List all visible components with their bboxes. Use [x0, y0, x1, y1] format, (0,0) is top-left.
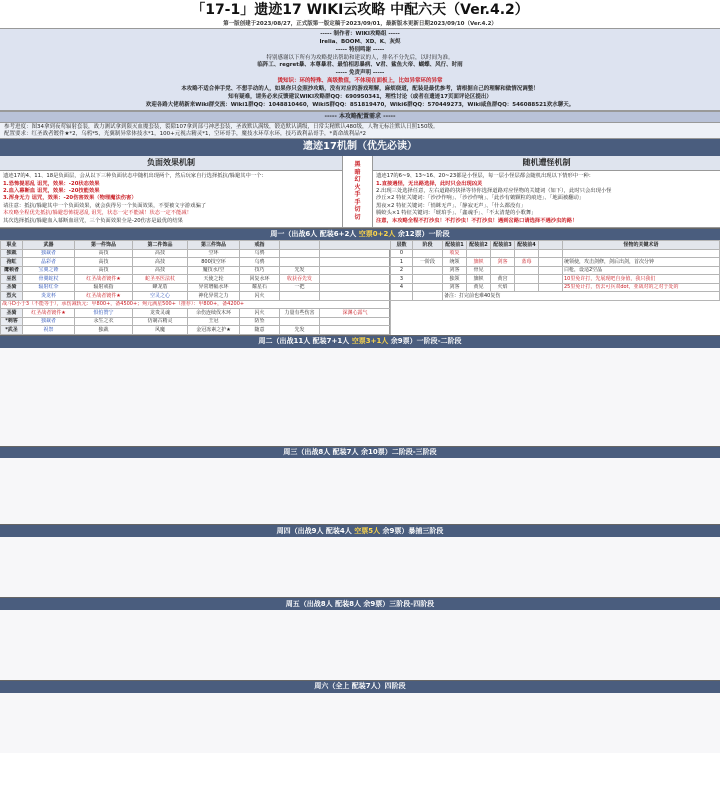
- negative-effects-title: 负面效果机制: [0, 156, 342, 171]
- col-header: 配装前1: [443, 241, 467, 250]
- neg-line: 2.血入幕断血 诅咒，效果：-20技能效果: [3, 188, 100, 195]
- neg-line: 3.浑身无力 诅咒，效果：-20伤害效果（物理魔法伤害）: [3, 195, 137, 202]
- config-header: ----- 本攻略配置需求 -----: [0, 111, 720, 123]
- disclaimer-red: 烫知识：环的特殊、高级数值，不体现在面板上，比如异常环的异常: [277, 78, 443, 85]
- table-row: 2 剑客 骨见 白枪，设适2空晶: [391, 266, 720, 275]
- col-header: 第二件饰品: [133, 241, 188, 250]
- disclaimer-3: 欢迎各路大佬萌新来Wiki群交流：Wiki1群QQ：1048810460，Wiki5群QQ：851819470，Wiki6群QQ：570449273，Wiki咸鱼群QQ：546088521欢水聊天。: [145, 101, 575, 108]
- col-header: 怪物的关键术语: [563, 241, 720, 250]
- table-row: 烈火 炎龙杯 红圣战者镀件★ 空灵之心 神化异常之力 闪火: [1, 292, 391, 301]
- rnd-line: 腾蛟头×1 特征关键词：「琥珀手」、「鑫魂手」、「不太清楚的小歌舞」: [376, 210, 537, 217]
- col-header: 武器: [23, 241, 75, 250]
- col-header: 第三件饰品: [188, 241, 240, 250]
- glyph: 手: [354, 191, 361, 199]
- table-row: 独裁 独裁者 高技 高技 空环 乌鸦: [1, 249, 391, 258]
- random-monster-panel: [373, 156, 720, 227]
- week-4-header: 周四（出战9人 配装4人 空票5人 余9票）暴捕三阶段: [0, 524, 720, 537]
- week-1-loadout-table: [0, 240, 390, 335]
- table-row: *刺客 独裁者 永生之衣 仿制古精灵 王冠 防坠: [1, 317, 391, 326]
- mechanism-divider-glyphs: [343, 156, 373, 227]
- table-row: 圣骑 辐射红伞 辐射戒指 蜂龙盾 异常增幅水环 耀星石 一把: [1, 283, 391, 292]
- table-row: 备注：打完前也难40复伤: [391, 292, 720, 301]
- rnd-line: 黑夜×2 特征关键词：「悄眯无声」、「静寂无声」、「什么都没有」: [376, 202, 526, 209]
- rnd-line: 1.直接遇怪，无出路选择，此时只会出现凶灵: [376, 180, 483, 187]
- producer-header: ----- 制作者：WIKI攻略组 -----: [320, 30, 400, 37]
- producer-names: Irelia、BOOM、XD、K、灰烬: [319, 38, 401, 45]
- week-5-header: 周五（出战8人 配装8人 余9票）三阶段-四阶段: [0, 597, 720, 610]
- config-req: 配置要求：红圣战者镀件★*2，乌鸦*5，光翼制异常体技水*1，100+元视古精灵*1，空环哥手，魔技水环草水环，技巧战利品哥手，*离命战利品*2: [4, 130, 367, 137]
- glyph: 切: [354, 213, 361, 221]
- col-header: [539, 241, 563, 250]
- col-header: 配装前3: [491, 241, 515, 250]
- glyph: 切: [354, 206, 361, 214]
- week-5-section: [0, 610, 720, 680]
- mechanism-header: 遗迹17机制（优先必读）: [0, 139, 720, 156]
- week-title: 周一（出战6人 配装6+2人: [270, 230, 359, 239]
- neg-line: 请注意：抵抗/躲避其中一个负面效果，就会获得另一个负面效果，不要被文字游戏骗了: [3, 202, 207, 209]
- glyph: 暗: [354, 168, 361, 176]
- table-row: 0 收复: [391, 249, 720, 258]
- neg-line: 本攻略全程优先抵抗/躲避恐怖提恶乱 诅咒，状态一定不能减！状态一定不能减！: [3, 210, 192, 217]
- week-1-section: [0, 240, 720, 335]
- config-ref: 参考进度：图34拿到夜莺辐射套装，战力测试拿到限灭血魔套装，裂隙107拿到部弓神恶套装，圣战默认满级，锻造默认满级，日常尖精默认480级，人物无标注默认日照150级。: [4, 123, 439, 130]
- disclaimer-header: ----- 免责声明 -----: [335, 70, 385, 77]
- table-row: 3 独领 旗帜 黄宫 10里免许打，先展现吧自身值，我只我们: [391, 275, 720, 284]
- week-2-header: 周二（出战11人 配装7+1人 空票3+1人 余9票）一阶段-二阶段: [0, 335, 720, 348]
- col-header: 配装前2: [467, 241, 491, 250]
- negative-effects-panel: [0, 156, 343, 227]
- week-2-section: [0, 348, 720, 446]
- thanks-names: 临阵工、regret暴、本尊暴君、最怕相思暴病、V君、鲨鱼大帝、蝴蝶、风行、时雨: [257, 62, 463, 69]
- credits-section: [0, 29, 720, 111]
- table-row: 鹰顿者 宝翼之锤 高技 高技 魔技水/空 技巧 先发: [1, 266, 391, 275]
- week-1-header: [0, 228, 720, 241]
- week-3-header: 周三（出战8人 配装7人 余10票）二阶段-三阶段: [0, 446, 720, 459]
- config-info: [0, 123, 720, 140]
- glyph: 黑: [354, 161, 361, 169]
- week-1-floor-table: [390, 240, 720, 335]
- col-header: [280, 241, 320, 250]
- week-4-section: [0, 537, 720, 597]
- thanks-line: 特别感谢以下所有为攻略提出帮助和建议的人，排名不分先后，以时间为准。: [266, 54, 454, 61]
- random-monster-title: 随机遭怪机制: [373, 156, 720, 171]
- page-subtitle: 第一版创建于2023/08/27，正式版第一版定稿于2023/09/01，最新版本更新日期2023/09/10（Ver.4.2）: [223, 20, 497, 27]
- neg-line: 其次选择抵抗/躲避血入幕断血诅咒，三个负面效果全是-20伤害是最优的结果: [3, 217, 183, 224]
- mechanism-section: [0, 156, 720, 228]
- glyph: 火: [354, 183, 361, 191]
- week-6-section: [0, 693, 720, 753]
- week-title-end: 余12票）一阶段: [395, 230, 450, 239]
- table-row: 巫医 骨翼蛇杖 红圣战者镀件★ 蛇圣巫医法杖 天使之轮 回复水环 收获吞先发: [1, 275, 391, 284]
- rnd-line: 遗迹17的6~9、13~16、20~23都是小怪层，每一层小怪层都会随机出现以下情形中一种：: [376, 173, 594, 180]
- table-row: 4 剑客 黄见 火焰 25里免计打，伤去可兵双dot，亚战对的之对于处的: [391, 283, 720, 292]
- glyph: 手: [354, 198, 361, 206]
- page-title: 「17-1」遗迹17 WIKI云攻略 中配六天（Ver.4.2）: [191, 2, 529, 18]
- table-row: *武圣 祝祭 独裁 风魔 金冠冻素之护★ 随意 先发: [1, 326, 391, 335]
- neg-line: 1.恐怖提恶乱 诅咒，效果：-20状态效果: [3, 180, 100, 187]
- neg-line: 遗迹17的4、11、18是负面层，会从以下三种负面状态中随机出现两个，然后玩家自行选择抵抗/躲避其中一个：: [3, 173, 267, 180]
- glyph: 幻: [354, 176, 361, 184]
- col-header: 阶段: [413, 241, 443, 250]
- week-title-highlight: 空票0+2人: [358, 230, 396, 239]
- header: [0, 0, 720, 29]
- col-header: 戒指: [240, 241, 280, 250]
- col-header: 第一件饰品: [75, 241, 133, 250]
- col-header: 层数: [391, 241, 413, 250]
- negative-effects-body: [0, 171, 342, 227]
- col-header: 职业: [1, 241, 23, 250]
- rnd-line: 2.出现三处选择任意，左右道路的抉择等待你选择道路对应怪物的关键词（如下），此时只会出现小怪: [376, 188, 612, 195]
- col-header: 配装前4: [515, 241, 539, 250]
- table-row: 战斗D小于3（不能等于），承伤减轨元：甲800+，备4500+；殉元满星500+（推荐）：甲800+，备4200+: [1, 300, 391, 309]
- week-3-section: [0, 458, 720, 524]
- col-header: [320, 241, 391, 250]
- table-row: 圣骑 红圣战者镀件★ 惧怕赞宁 龙贵灵魂 余伤连续伐木环 闪火 力量有些伤害 深渊心露气: [1, 309, 391, 318]
- table-row: 1 一阶段 统领 旗帜 剑客 蓝莓 统领使，攻击剑修，剑后出剑，首次分钟: [391, 258, 720, 267]
- disclaimer-1: 本攻略不适合伸手党、不想手动的人，如果你只会照抄攻略，没有对应的游戏理解，麻烦绕道，配装是最优参考，请根据自己的理解和做情况调整！: [181, 86, 539, 92]
- disclaimer-2: 知有疑难，请务必来反馈建议WIKI攻略群QQ：690950341，理性讨论（或者在遗迹17页面评论区提出）: [228, 93, 492, 100]
- table-row: 孢虹 晶彩者 高技 高技 800技空环 乌鸦: [1, 258, 391, 267]
- week-6-header: 周六（全上 配装7人）四阶段: [0, 680, 720, 693]
- random-monster-body: [373, 171, 720, 227]
- rnd-line: 注意，本攻略全程不打沙虫！不打沙虫！不打沙虫！遇到岔路口请选择不遇沙虫的路！: [376, 217, 578, 224]
- rnd-line: 沙丘×2 特征关键词：「沙沙作响」、「沙沙作响」、「此沙有皴颗粒的痕迹」、「地面被翻动」: [376, 195, 585, 202]
- thanks-header: ----- 特别鸣谢 -----: [335, 46, 385, 53]
